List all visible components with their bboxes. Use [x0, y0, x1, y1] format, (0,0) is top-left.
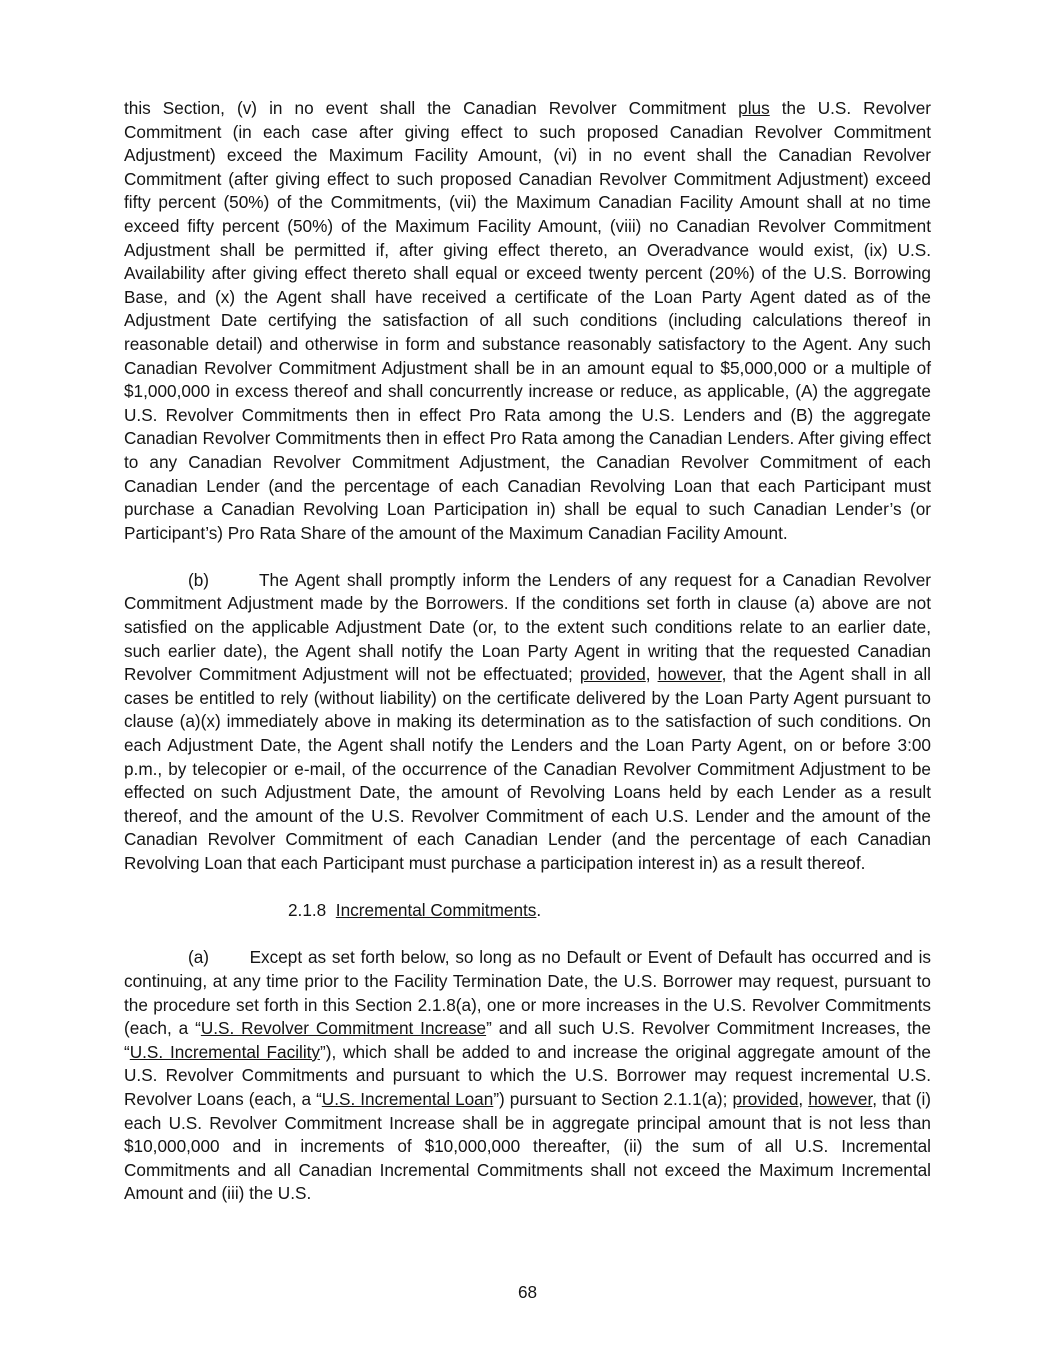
text-run: , that (i) each U.S. Revolver Commitment Increase shall be in aggregate principal amount that is not less than $10,000,000 and in increments of $10,000,000 thereafter, (ii) the sum of all U.S. Incremental Commitments and all Canadian Incremental Commitments shall not exceed the Maximum Incremental Amount and (iii) the U.S.	[124, 1088, 931, 1204]
underlined-term-provided: provided	[732, 1088, 799, 1109]
section-number: 2.1.8	[288, 900, 327, 921]
paragraph-a-incremental	[124, 946, 931, 1206]
underlined-term-provided: provided	[579, 664, 646, 685]
text-run: ”), which shall be added to and increase the original aggregate amount of the U.S. Revolver Commitments and pursuant to which the U.S. Borrower may request incremental U.S. Revolver Loans (each, a “	[124, 1041, 931, 1109]
defined-term-us-incremental-facility: U.S. Incremental Facility	[129, 1041, 321, 1062]
text-run: (a) Except as set forth below, so long as no Default or Event of Default has occurred and is continuing, at any time prior to the Facility Termination Date, the U.S. Borrower may request, pursuant to the procedure set forth in this Section 2.1.8(a), one or more increases in the U.S. Revolver Commitments (each, a “	[124, 947, 931, 1039]
underlined-term-however: however	[657, 664, 722, 685]
section-title: Incremental Commitments	[335, 900, 537, 921]
text-run: this Section, (v) in no event shall the Canadian Revolver Commitment	[124, 98, 739, 118]
underlined-term-plus: plus	[738, 98, 770, 118]
text-run: ,	[645, 664, 658, 685]
text-run: ,	[798, 1088, 809, 1109]
text-run: ” and all such U.S. Revolver Commitment Increases, the “	[124, 1018, 931, 1062]
text-run: the U.S. Revolver Commitment (in each case after giving effect to such proposed Canadian Revolver Commitment Adjustment) exceed the Maximum Facility Amount, (vi) in no event shall the Canadian Revolver Commitment (after giving effect to such proposed Canadian Revolver Commitment Adjustment) exceed fifty percent (50%) of the Commitments, (vii) the Maximum Canadian Facility Amount shall at no time exceed fifty percent (50%) of the Maximum Facility Amount, (viii) no Canadian Revolver Commitment Adjustment shall be permitted if, after giving effect thereto, an Overadvance would exist, (ix) U.S. Availability after giving effect thereto shall equal or exceed twenty percent (20%) of the U.S. Borrowing Base, and (x) the Agent shall have received a certificate of the Loan Party Agent dated as of the Adjustment Date certifying the satisfaction of all such conditions (including calculations thereof in reasonable detail) and otherwise in form and substance reasonably satisfactory to the Agent. Any such Canadian Revolver Commitment Adjustment shall be in an amount equal to $5,000,000 or a multiple of $1,000,000 in excess thereof and shall concurrently increase or reduce, as applicable, (A) the aggregate U.S. Revolver Commitments then in effect Pro Rata among the U.S. Lenders and (B) the aggregate Canadian Revolver Commitments then in effect Pro Rata among the Canadian Lenders. After giving effect to any Canadian Revolver Commitment Adjustment, the Canadian Revolver Commitment of each Canadian Lender (and the percentage of each Canadian Revolving Loan that each Participant must purchase a Canadian Revolving Loan Participation in) shall be equal to such Canadian Lender’s (or Participant’s) Pro Rata Share of the amount of the Maximum Canadian Facility Amount.	[124, 98, 932, 543]
section-heading	[124, 899, 931, 923]
page-number: 68	[517, 1282, 538, 1302]
paragraph-b	[124, 569, 931, 876]
paragraph-continuation	[124, 97, 931, 545]
document-page	[124, 97, 931, 1206]
text-run: (b) The Agent shall promptly inform the Lenders of any request for a Canadian Revolver Commitment Adjustment made by the Borrowers. If the conditions set forth in clause (a) above are not satisfied on the applicable Adjustment Date (or, to the extent such conditions relate to an earlier date, such earlier date), the Agent shall notify the Loan Party Agent in writing that the requested Canadian Revolver Commitment Adjustment will not be effectuated;	[124, 569, 931, 685]
text-run: ”) pursuant to Section 2.1.1(a);	[493, 1088, 733, 1109]
section-title-period: .	[536, 900, 542, 921]
defined-term-us-revolver-commitment-increase: U.S. Revolver Commitment Increase	[200, 1018, 487, 1039]
underlined-term-however: however	[808, 1088, 873, 1109]
text-run: , that the Agent shall in all cases be entitled to rely (without liability) on the certificate delivered by the Loan Party Agent pursuant to clause (a)(x) immediately above in making its determination as to the satisfaction of such conditions. On each Adjustment Date, the Agent shall notify the Lenders and the Loan Party Agent, on or before 3:00 p.m., by telecopier or e-mail, of the occurrence of the Canadian Revolver Commitment Adjustment to be effected on such Adjustment Date, the amount of Revolving Loans held by each Lender as a result thereof, and the amount of the U.S. Revolver Commitment of each U.S. Lender and the amount of the Canadian Revolver Commitment of each Canadian Lender (and the percentage of each Canadian Revolving Loan that each Participant must purchase a participation interest in) as a result thereof.	[124, 664, 931, 873]
defined-term-us-incremental-loan: U.S. Incremental Loan	[321, 1088, 494, 1109]
